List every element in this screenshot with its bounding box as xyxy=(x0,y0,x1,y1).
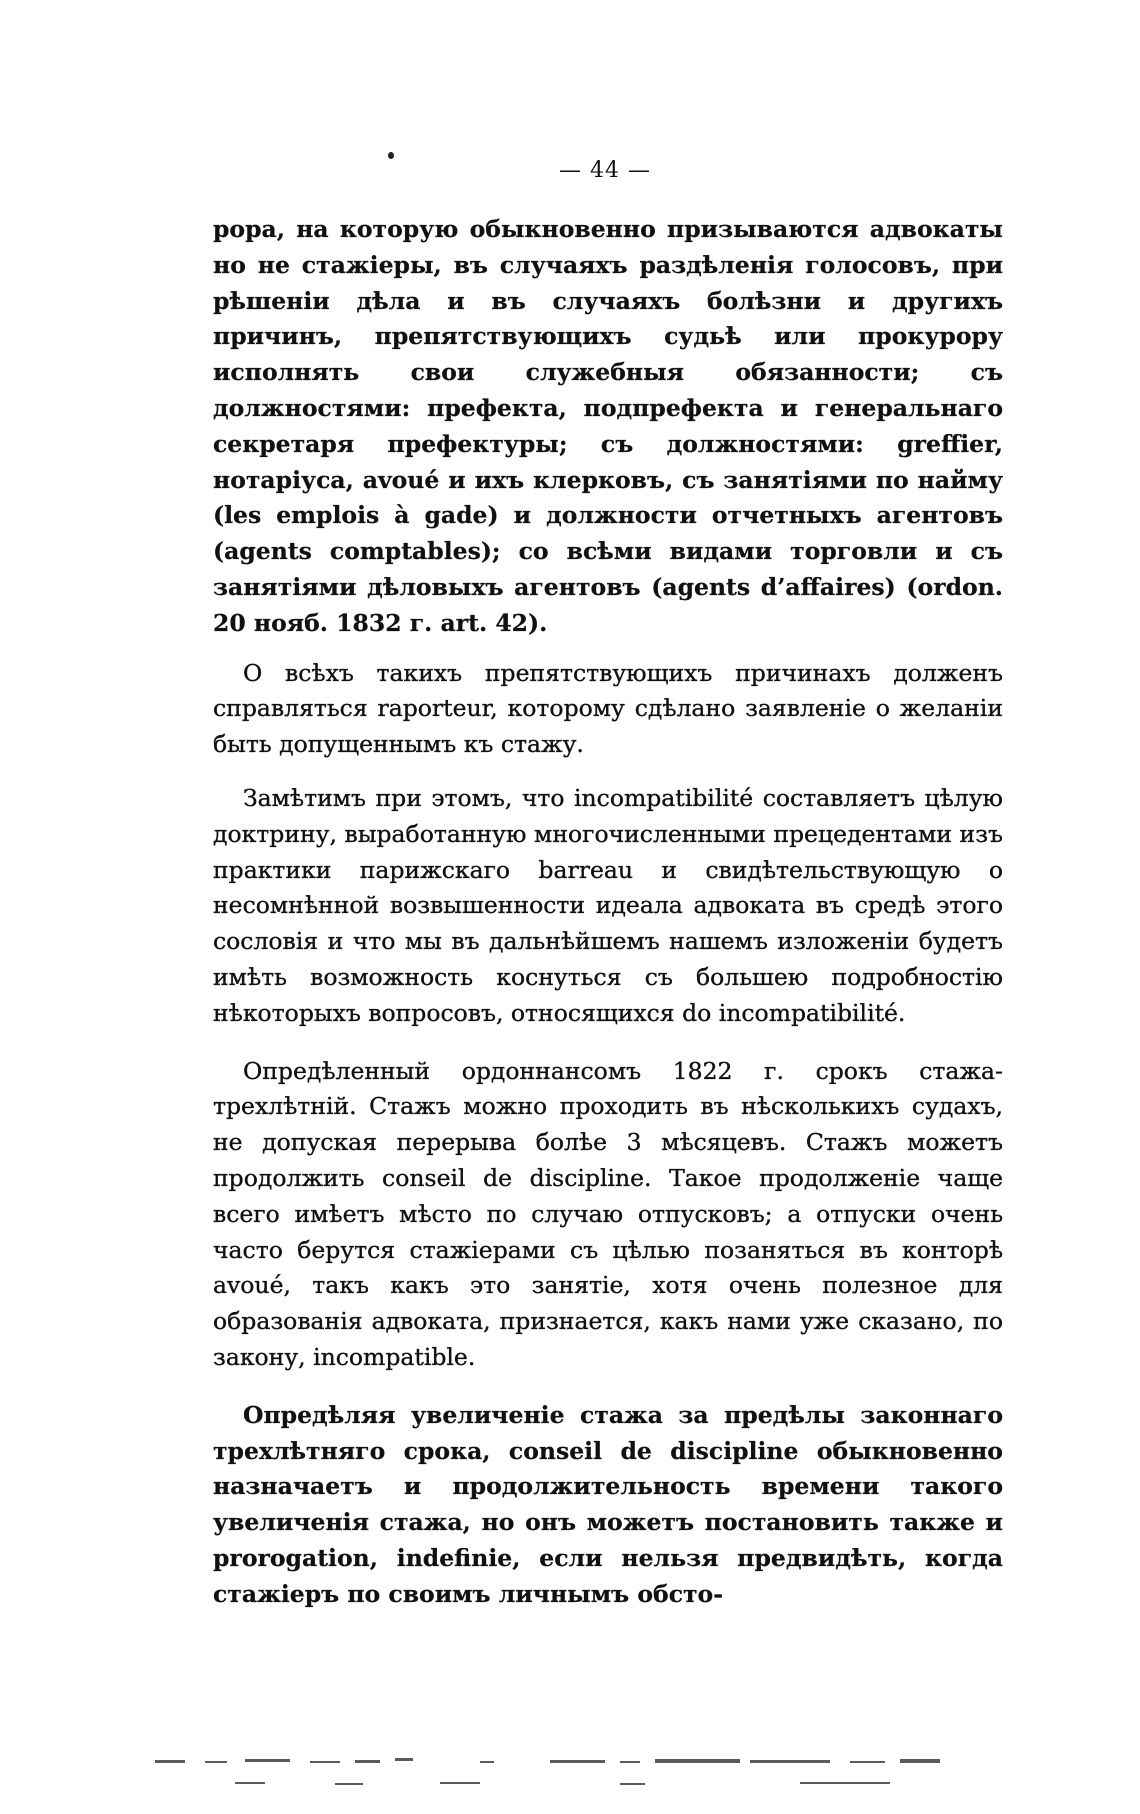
noise-mark xyxy=(335,1783,363,1785)
noise-mark xyxy=(235,1782,265,1784)
paragraph-5: Опредѣляя увеличеніе стажа за предѣлы законнаго трехлѣтняго срока, conseil de discipline обыкновенно назначаетъ и продолжительность времени такого увеличенія стажа, но онъ можетъ постановить также и prorogation, indefinie, если нельзя предвидѣть, когда стажіеръ по своимъ личнымъ обсто- xyxy=(213,1400,1003,1608)
paragraph-2: О всѣхъ такихъ препятствующихъ причинахъ долженъ справляться raporteur, которому сдѣлано заявленіе о желаніи быть допущеннымъ къ стажу. xyxy=(213,658,1003,759)
noise-mark xyxy=(310,1761,340,1763)
noise-mark xyxy=(245,1759,290,1762)
paragraph-3: Замѣтимъ при этомъ, что incompatibilité составляетъ цѣлую доктрину, выработанную многочисленными прецедентами изъ практики парижскаго barreau и свидѣтельствующую о несомнѣнной возвышенности идеала адвоката въ средѣ этого сословія и что мы въ дальнѣйшемъ нашемъ изложеніи будетъ имѣть возможность коснуться съ большею подробностію нѣкоторыхъ вопросовъ, относящихся do incompatibilité. xyxy=(213,783,1003,1027)
noise-mark xyxy=(800,1782,890,1784)
noise-mark xyxy=(440,1782,480,1784)
page-number: — 44 — xyxy=(559,158,651,183)
noise-mark xyxy=(355,1760,380,1763)
noise-mark xyxy=(155,1760,185,1763)
paragraph-1: рора, на которую обыкновенно призываются адвокаты но не стажіеры, въ случаяхъ раздѣленія голосовъ, при рѣшеніи дѣла и въ случаяхъ болѣзни и другихъ причинъ, препятствующихъ судьѣ или прокурору исполнять свои служебныя обязанности; съ должностями: префекта, подпрефекта и генеральнаго секретаря префектуры; съ должностями: greffier, нотаріуса, avoué и ихъ клерковъ, съ занятіями по найму (les emplois à gade) и должности отчетныхъ агентовъ (agents comptables); со всѣми видами торговли и съ занятіями дѣловыхъ агентовъ (agents d’affaires) (ordon. 20 нояб. 1832 г. art. 42). xyxy=(213,215,1003,637)
paragraph-4: Опредѣленный ордоннансомъ 1822 г. срокъ стажа-трехлѣтній. Стажъ можно проходить въ нѣсколькихъ судахъ, не допуская перерыва болѣе 3 мѣсяцевъ. Стажъ можетъ продолжить conseil de discipline. Такое продолженіе чаще всего имѣетъ мѣсто по случаю отпусковъ; а отпуски очень часто берутся стажіерами съ цѣлью позаняться въ конторѣ avoué, такъ какъ это занятіе, хотя очень полезное для образованія адвоката, признается, какъ нами уже сказано, по закону, incompatible. xyxy=(213,1056,1003,1371)
noise-mark xyxy=(900,1759,940,1763)
noise-mark xyxy=(550,1760,605,1763)
noise-mark xyxy=(750,1760,830,1763)
noise-mark xyxy=(620,1761,640,1763)
bleed-through-noise xyxy=(150,1752,1050,1792)
body-text xyxy=(213,212,1003,1612)
noise-mark xyxy=(395,1758,413,1761)
noise-mark xyxy=(620,1783,645,1785)
noise-mark xyxy=(480,1761,494,1763)
noise-mark xyxy=(205,1761,227,1763)
noise-mark xyxy=(850,1761,885,1763)
noise-mark xyxy=(655,1759,740,1763)
